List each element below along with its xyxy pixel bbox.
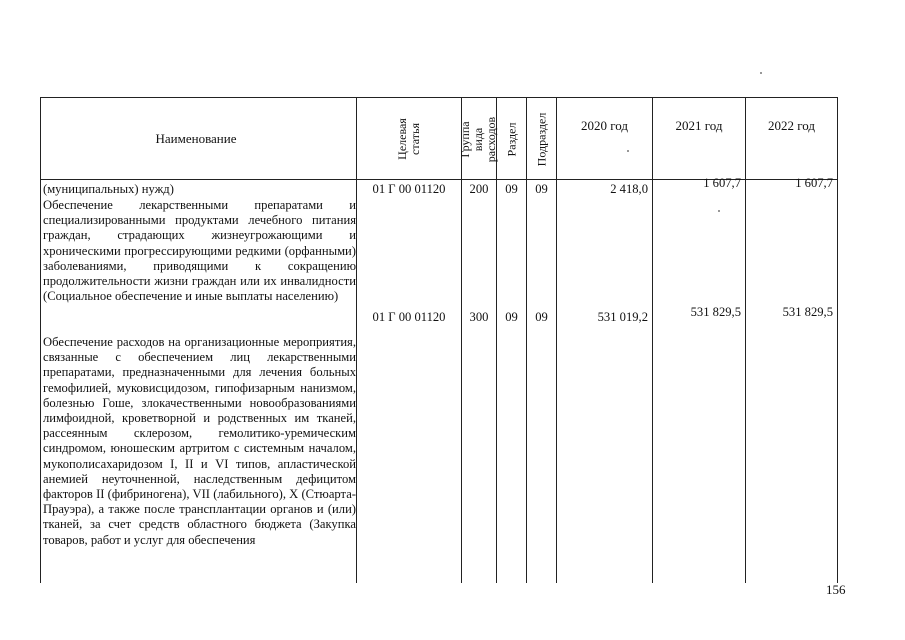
col-border-2020 <box>652 97 653 583</box>
row-2-2021: 531 829,5 <box>690 305 741 319</box>
row-3-description: Обеспечение расходов на организационные мероприятия, связанные с обеспечением лиц лекарственными препаратами, предназначенными для лечения больных гемофилией, муковисцидозом, гипофизарным нанизмом, болезнью Гоше, злокачественными новообразованиями лимфоидной, кроветворной и родственных им тканей, рассеянным склерозом, гемолитико-уремическим синдромом, юношеским артритом с системным началом, мукополисахаридозом I, II и VI типов, апластической анемией неуточненной, наследственным дефицитом факторов II (фибриногена), VII (лабильного), X (Стюарта-Прауэра), а также после трансплантации органов и (или) тканей, за счет средств областного бюджета (Закупка товаров, работ и услуг для обеспечения <box>43 335 356 547</box>
row-2-description: Обеспечение лекарственными препаратами и специализированными продуктами лечебного питания граждан, страдающих жизнеугрожающими и хроническими прогрессирующими редкими (орфанными) заболеваниями, приводящими к сокращению продолжительности жизни граждан или их инвалидности (Социальное обеспечение и иные выплаты населению) <box>43 198 356 304</box>
col-border-right <box>837 97 838 583</box>
row-1-2021: 1 607,7 <box>703 176 741 190</box>
header-year-2020: 2020 год <box>581 118 628 133</box>
scan-speck <box>760 72 762 74</box>
header-target-article-text: Целевая статья <box>395 118 422 160</box>
row-2-section: 09 <box>505 310 518 324</box>
scan-speck <box>718 210 720 212</box>
row-1-subsection: 09 <box>535 182 548 196</box>
row-1-2020: 2 418,0 <box>610 182 648 196</box>
col-border-subsection <box>556 97 557 583</box>
header-target-article <box>357 98 461 180</box>
row-1-description: (муниципальных) нужд) <box>43 182 174 196</box>
row-1-expense-group: 200 <box>469 182 489 196</box>
col-border-2021 <box>745 97 746 583</box>
header-subsection <box>527 98 556 180</box>
header-year-2022: 2022 год <box>768 118 815 133</box>
row-2-2020: 531 019,2 <box>597 310 648 324</box>
row-1-2022: 1 607,7 <box>795 176 833 190</box>
header-section <box>497 98 526 180</box>
row-2-subsection: 09 <box>535 310 548 324</box>
scan-speck <box>627 150 629 152</box>
header-section-text: Раздел <box>504 122 519 156</box>
row-1-target-article: 01 Г 00 01120 <box>372 182 446 196</box>
row-2-2022: 531 829,5 <box>782 305 833 319</box>
row-2-target-article: 01 Г 00 01120 <box>372 310 446 324</box>
row-1-section: 09 <box>505 182 518 196</box>
row-2-expense-group: 300 <box>469 310 489 324</box>
page-number: 156 <box>826 582 846 597</box>
header-subsection-text: Подраздел <box>534 112 549 166</box>
header-expense-group-text: Группа вида расходов <box>458 116 499 162</box>
header-name: Наименование <box>155 131 237 146</box>
header-year-2021: 2021 год <box>675 118 723 133</box>
header-expense-group <box>458 98 499 180</box>
